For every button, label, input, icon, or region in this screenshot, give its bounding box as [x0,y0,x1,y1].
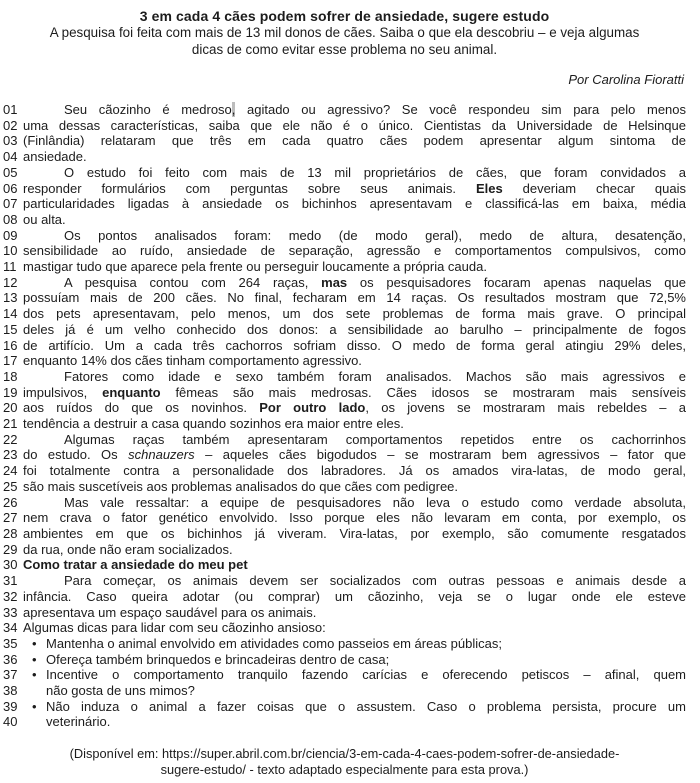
line-text: infância. Caso queira adotar (ou comprar) um cãozinho, veja se o lugar onde ele esteve [23,588,686,604]
line-text: (Finlândia) relataram que três em cada quatro cães podem apresentar algum sintoma de [23,133,686,149]
text-line [3,118,686,134]
line-number: 01 [3,102,18,117]
line-text: Como tratar a ansiedade do meu pet [23,557,248,573]
line-number: 39 [3,698,18,714]
line-number: 08 [3,211,18,227]
text-line [3,620,686,636]
line-number: 04 [3,149,18,165]
line-number: 33 [3,604,18,620]
line-text: impulsivos, enquanto fêmeas são mais medrosas. Cães idosos se mostraram mais sensíveis [23,384,686,400]
bullet-icon: • [32,651,37,667]
text-line [3,196,686,212]
text-line [3,306,686,322]
line-text: ambientes em que os bichinhos já viveram. Vira-latas, por exemplo, são comumente resgatados [23,525,686,541]
bullet-icon: • [32,635,37,651]
text-line [3,275,686,291]
line-number: 29 [3,541,18,557]
line-text: do estudo. Os schnauzers – aqueles cães bigodudos – se mostraram bem agressivos – fator que [23,447,686,463]
line-number: 13 [3,290,18,306]
text-line [3,636,686,652]
text-line [3,605,686,621]
numbered-text-body [3,102,686,730]
line-number: 24 [3,463,18,479]
line-text: nem crava o fator genético envolvido. Isso porque eles não levaram em conta, por exemplo, os [23,510,686,526]
line-number: 23 [3,447,18,463]
text-line [3,667,686,683]
line-number: 12 [3,274,18,290]
line-number: 27 [3,510,18,526]
text-line [3,542,686,558]
text-line [3,322,686,338]
text-line [3,447,686,463]
line-text: apresentava um espaço saudável para os animais. [23,604,317,620]
text-line [3,338,686,354]
text-line [3,699,686,715]
text-line [3,463,686,479]
article-byline: Por Carolina Fioratti [568,72,684,87]
text-line [3,165,686,181]
line-text: da rua, onde não eram socializados. [23,541,233,557]
article-subtitle-line-2: dicas de como evitar esse problema no seu animal. [191,41,498,57]
line-text: Para começar, os animais devem ser socializados com outras pessoas e animais desde a [64,573,686,589]
text-line [3,259,686,275]
line-number: 10 [3,243,18,259]
line-number: 30 [3,557,18,573]
line-text: A pesquisa contou com 264 raças, mas os pesquisadores focaram apenas naquelas que [64,274,686,290]
line-number: 21 [3,416,18,432]
line-number: 28 [3,525,18,541]
text-line [3,243,686,259]
line-text: foi totalmente contra a personalidade dos labradores. Já os amados vira-latas, de modo geral, [23,463,686,479]
text-line [3,102,686,118]
line-text: • Não induza o animal a fazer coisas que o assustem. Caso o problema persista, procure um [32,698,686,714]
bullet-icon: • [32,698,37,714]
line-number: 18 [3,368,18,384]
line-text: • Ofereça também brinquedos e brincadeiras dentro de casa; [32,651,390,667]
line-number: 35 [3,635,18,651]
line-text: Fatores como idade e sexo também foram analisados. Machos são mais agressivos e [64,368,686,384]
line-number: 15 [3,321,18,337]
line-text: dos pets apresentavam, pelo menos, um dos sete problemas de forma mais grave. O principal [23,306,686,322]
text-line [3,149,686,165]
text-line [3,133,686,149]
text-line [3,683,686,699]
line-text: particularidades ligadas à ansiedade os bichinhos apresentavam e classificá-las em baixa, média [23,196,686,212]
line-number: 16 [3,337,18,353]
line-number: 14 [3,306,18,322]
line-text: ansiedade. [23,149,87,165]
line-number: 11 [3,259,17,275]
text-line [3,557,686,573]
line-text: são mais suscetíveis aos problemas analisados do que cães com pedigree. [23,478,459,494]
line-text: Algumas dicas para lidar com seu cãozinho ansioso: [23,620,326,636]
source-citation [3,746,686,779]
text-line [3,479,686,495]
text-line [3,510,686,526]
source-citation-line-2: sugere-estudo/ - texto adaptado especialmente para esta prova.) [160,762,529,778]
line-number: 38 [3,683,18,699]
line-number: 32 [3,588,18,604]
article-subtitle-line-1: A pesquisa foi feita com mais de 13 mil donos de cães. Saiba o que ela descobriu – e veja algumas [49,25,640,40]
article-title: 3 em cada 4 cães podem sofrer de ansiedade, sugere estudo [139,8,550,24]
text-line [3,714,686,730]
text-line [3,181,686,197]
line-text: Mas vale ressaltar: a equipe de pesquisadores não leva o estudo como verdade absoluta, [64,494,686,510]
line-number: 06 [3,180,18,196]
line-text: • Mantenha o animal envolvido em atividades como passeios em áreas públicas; [32,635,502,651]
line-number: 03 [3,133,18,149]
line-text: Algumas raças também apresentaram comportamentos repetidos entre os cachorrinhos [64,431,686,447]
line-number: 09 [3,227,18,243]
line-text: Seu cãozinho é medroso, agitado ou agressivo? Se você respondeu sim para pelo menos [64,102,687,117]
line-text: O estudo foi feito com mais de 13 mil proprietários de cães, que foram convidados a [64,164,686,180]
source-citation-line-1: (Disponível em: https://super.abril.com.br/ciencia/3-em-cada-4-caes-podem-sofrer-de-ansiedade- [69,746,620,762]
text-line [3,369,686,385]
line-number: 02 [3,117,18,133]
line-text: • Incentive o comportamento tranquilo fazendo carícias e oferecendo petiscos – afinal, quem [32,667,686,683]
text-line [3,573,686,589]
line-text: veterinário. [46,714,111,730]
line-number: 25 [3,478,18,494]
line-text: possuíam mais de 200 cães. No final, fecharam em 14 raças. Os resultados mostram que 72,5% [23,290,686,306]
line-number: 20 [3,400,18,416]
text-line [3,290,686,306]
line-number: 22 [3,431,18,447]
line-number: 34 [3,620,18,636]
line-text: tendência a destruir a casa quando sozinhos era maior entre eles. [23,416,404,432]
line-number: 31 [3,573,18,589]
line-text: de artifício. Um a cada três cachorros sofriam disso. O medo de forma geral atingiu 29% deles, [23,337,686,353]
text-line [3,652,686,668]
line-text: Os pontos analisados foram: medo (de modo geral), medo de altura, desatenção, [64,227,686,243]
line-text: aos ruídos do que os novinhos. Por outro lado, os jovens se mostraram mais rebeldes – a [23,400,686,416]
line-text: deles já é um velho conhecido dos donos: a sensibilidade ao barulho – principalmente de fogos [23,321,686,337]
line-text: sensibilidade ao ruído, ansiedade de separação, agressão e comportamentos compulsivos, como [23,243,686,259]
text-line [3,353,686,369]
line-number: 40 [3,714,18,730]
line-number: 37 [3,667,18,683]
line-text: enquanto 14% dos cães tinham comportamento agressivo. [23,353,362,369]
text-line [3,495,686,511]
line-number: 36 [3,651,18,667]
line-text: mastigar tudo que aparece pela frente ou perseguir loucamente a própria cauda. [23,259,487,275]
text-line [3,228,686,244]
line-number: 17 [3,353,18,369]
text-line [3,589,686,605]
text-line [3,385,686,401]
line-number: 07 [3,196,18,212]
text-line [3,526,686,542]
line-text: responder formulários com perguntas sobre seus animais. Eles deveriam checar quais [23,180,686,196]
line-number: 05 [3,164,18,180]
line-text: não gosta de uns mimos? [46,683,195,699]
text-line [3,212,686,228]
text-line [3,416,686,432]
bullet-icon: • [32,667,37,683]
line-text: uma dessas características, saiba que ele não é o único. Cientistas da Universidade de Helsinque [23,117,686,133]
text-line [3,432,686,448]
line-number: 19 [3,384,18,400]
line-number: 26 [3,494,18,510]
cursor-highlight: , [231,102,236,117]
line-text: ou alta. [23,211,66,227]
text-line [3,400,686,416]
